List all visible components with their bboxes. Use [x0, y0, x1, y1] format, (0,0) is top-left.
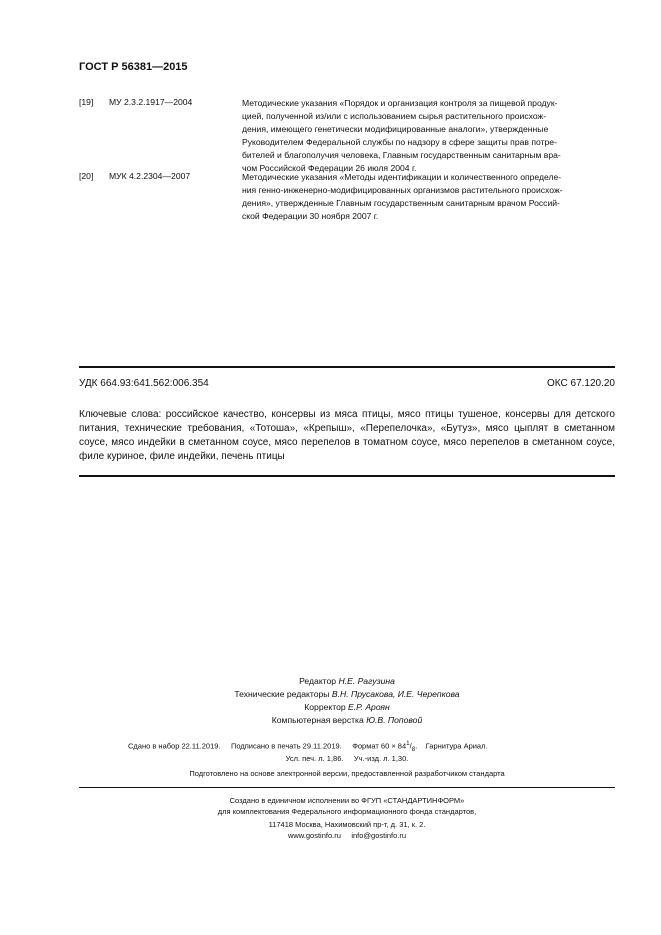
reference-text: Методические указания «Порядок и организация контроля за пищевой продук- цией, полученной из/или с использованием сырья растительного происхож- дения, имеющего генетически модифицированные аналоги», утвержденные Руководителем Федеральной службы по надзору в сфере защиты прав потре- бителей и благополучия человека, Главным государственным санитарным вра- чом Российской Федерации 26 июля 2004 г.	[242, 98, 561, 173]
imprint-line-2: Усл. печ. л. 1,86. Уч.-изд. л. 1,30.	[285, 754, 409, 763]
udk-code: УДК 664.93:641.562:006.354	[79, 378, 209, 389]
publisher-line-2: для комплектования Федерального информационного фонда стандартов,	[217, 807, 477, 816]
website-link[interactable]: www.gostinfo.ru	[287, 831, 341, 840]
document-id: ГОСТ Р 56381—2015	[79, 61, 188, 73]
prepared-note: Подготовлено на основе электронной версии, предоставленной разработчиком стандарта	[189, 769, 505, 778]
editor-line: Редактор Н.Е. Рагузина	[299, 676, 395, 686]
divider	[79, 366, 615, 368]
publisher-contacts	[79, 831, 615, 840]
credits	[79, 676, 615, 728]
imprint-line-1: Сдано в набор 22.11.2019. Подписано в печать 29.11.2019. Формат $60 \times 84^1/_8$. Гарнитура Ариал.	[128, 740, 488, 753]
reference-text: Методические указания «Методы идентификации и количественного определе- ния генно-инженерно-модифицированных организмов растительного происхож- дения», утвержденные Главным государственным санитарным врачом Россий- ской Федерации 30 ноября 2007 г.	[242, 172, 563, 221]
reference-number: [19]	[79, 97, 94, 107]
divider	[79, 787, 615, 788]
publisher-line-1: Создано в единичном исполнении во ФГУП «СТАНДАРТИНФОРМ»	[229, 796, 465, 805]
reference-code: МУК 4.2.2304—2007	[109, 171, 191, 181]
tech-editors-line: Технические редакторы В.Н. Прусакова, И.Е. Черепкова	[234, 689, 460, 699]
corrector-line: Корректор Е.Р. Ароян	[304, 702, 390, 712]
keywords: Ключевые слова: российское качество, консервы из мяса птицы, мясо птицы тушеное, консервы для детского питания, технические требования, «Тотоша», «Крепыш», «Перепелочка», «Бутуз», мясо цыплят в сметанном соусе, мясо индейки в сметанном соусе, мясо перепелов в томатном соусе, мясо перепелов в сметанном соусе, филе куриное, филе индейки, печень птицы	[79, 409, 615, 462]
reference-code: МУ 2.3.2.1917—2004	[109, 97, 193, 107]
oks-code: ОКС 67.120.20	[547, 378, 615, 389]
divider	[79, 475, 615, 477]
email-link[interactable]: info@gostinfo.ru	[351, 831, 407, 840]
layout-line: Компьютерная верстка Ю.В. Поповой	[271, 715, 423, 725]
publisher-address: 117418 Москва, Нахимовский пр-т, д. 31, к. 2.	[268, 820, 426, 829]
reference-number: [20]	[79, 171, 94, 181]
